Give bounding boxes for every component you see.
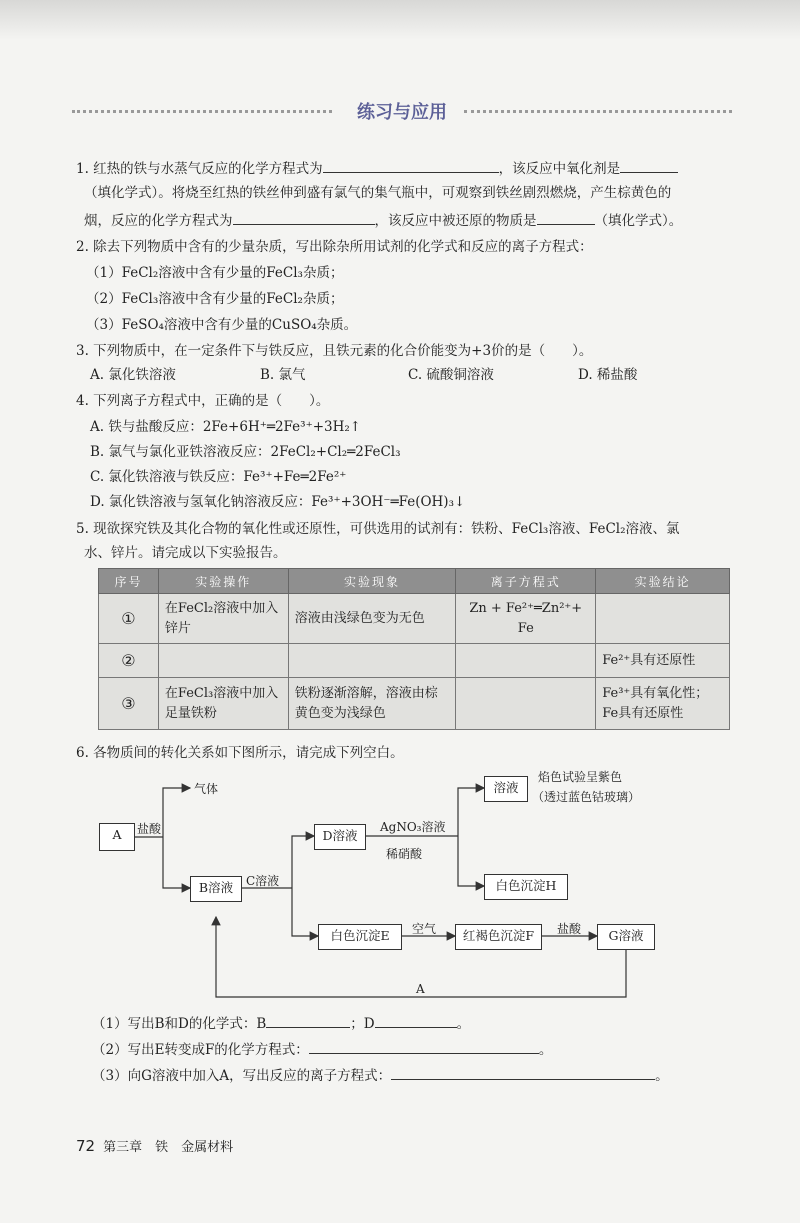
q2-item: （1）FeCl₂溶液中含有少量的FeCl₃杂质； xyxy=(86,265,344,281)
q3-option-b: B. 氯气 xyxy=(260,367,306,383)
page-top-shade xyxy=(0,0,800,40)
table-cell: Fe²⁺具有还原性 xyxy=(596,644,730,678)
q1-line2: （填化学式）。将烧至红热的铁丝伸到盛有氯气的集气瓶中，可观察到铁丝剧烈燃烧，产生棕黄色的 xyxy=(84,185,672,201)
q6-sub1: （1）写出B和D的化学式：B ；D 。 xyxy=(92,1013,470,1033)
section-title: 练习与应用 xyxy=(357,102,447,123)
precipitate-f-box: 红褐色沉淀F xyxy=(455,924,542,950)
c-solution-label: C溶液 xyxy=(246,874,280,888)
return-a-label: A xyxy=(416,982,425,996)
table-cell xyxy=(288,644,456,678)
page-footer xyxy=(76,1136,233,1155)
q4-option-d: D. 氯化铁溶液与氢氧化钠溶液反应：Fe³⁺+3OH⁻═Fe(OH)₃↓ xyxy=(90,494,466,510)
substance-a-box: A xyxy=(99,823,135,851)
q6-sub2: （2）写出E转变成F的化学方程式： 。 xyxy=(92,1039,552,1059)
table-row xyxy=(99,594,730,644)
agno3-label: AgNO₃溶液 xyxy=(380,820,446,834)
q2-item: （3）FeSO₄溶液中含有少量的CuSO₄杂质。 xyxy=(86,317,358,333)
q3-stem: 3. 下列物质中，在一定条件下与铁反应，且铁元素的化合价能变为+3价的是（ ）。 xyxy=(76,343,593,359)
table-cell xyxy=(456,644,596,678)
table-row xyxy=(99,644,730,678)
solution-g-box: G溶液 xyxy=(597,924,655,950)
table-cell: 在FeCl₃溶液中加入足量铁粉 xyxy=(158,678,288,730)
table-cell: Fe³⁺具有氧化性；Fe具有还原性 xyxy=(596,678,730,730)
hno3-label: 稀硝酸 xyxy=(386,847,423,861)
q2-item: （2）FeCl₃溶液中含有少量的FeCl₂杂质； xyxy=(86,291,344,307)
column-header: 离子方程式 xyxy=(456,569,596,594)
table-cell: Zn + Fe²⁺═Zn²⁺+ Fe xyxy=(456,594,596,644)
q1-line1: 1. 红热的铁与水蒸气反应的化学方程式为 ，该反应中氧化剂是 xyxy=(76,158,678,178)
q4-option-a: A. 铁与盐酸反应：2Fe+6H⁺═2Fe³⁺+3H₂↑ xyxy=(90,419,362,435)
q5-line1: 5. 现欲探究铁及其化合物的氧化性或还原性，可供选用的试剂有：铁粉、FeCl₃溶液、FeCl₂溶液、氯 xyxy=(76,521,680,537)
experiment-report-table xyxy=(98,568,730,730)
column-header: 实验结论 xyxy=(596,569,730,594)
section-header xyxy=(72,98,732,126)
table-cell xyxy=(596,594,730,644)
column-header: 实验现象 xyxy=(288,569,456,594)
q3-option-c: C. 硫酸铜溶液 xyxy=(408,367,494,383)
solution-box: 溶液 xyxy=(484,776,528,802)
table-header-row xyxy=(99,569,730,594)
q5-line2: 水、锌片。请完成以下实验报告。 xyxy=(84,545,287,561)
q3-option-d: D. 稀盐酸 xyxy=(578,367,638,383)
substance-b-box: B溶液 xyxy=(190,876,242,902)
hcl-label: 盐酸 xyxy=(137,822,162,836)
column-header: 实验操作 xyxy=(158,569,288,594)
table-cell: ③ xyxy=(99,678,159,730)
page-number: 72 xyxy=(76,1137,96,1155)
q3-option-a: A. 氯化铁溶液 xyxy=(90,367,176,383)
q4-option-b: B. 氯气与氯化亚铁溶液反应：2FeCl₂+Cl₂═2FeCl₃ xyxy=(90,444,401,460)
flame-test-label: 焰色试验呈紫色 xyxy=(538,770,623,784)
table-cell: ② xyxy=(99,644,159,678)
table-cell: ① xyxy=(99,594,159,644)
header-dots-left xyxy=(72,110,332,113)
q2-stem: 2. 除去下列物质中含有的少量杂质，写出除杂所用试剂的化学式和反应的离子方程式： xyxy=(76,239,593,255)
q4-option-c: C. 氯化铁溶液与铁反应：Fe³⁺+Fe═2Fe²⁺ xyxy=(90,469,347,485)
table-cell xyxy=(158,644,288,678)
q1-line3: 烟，反应的化学方程式为 ，该反应中被还原的物质是 （填化学式）。 xyxy=(84,210,682,230)
table-cell: 铁粉逐渐溶解，溶液由棕黄色变为浅绿色 xyxy=(288,678,456,730)
table-cell: 溶液由浅绿色变为无色 xyxy=(288,594,456,644)
precipitate-h-box: 白色沉淀H xyxy=(484,874,568,900)
precipitate-e-box: 白色沉淀E xyxy=(318,924,402,950)
air-label: 空气 xyxy=(412,922,437,936)
table-cell xyxy=(456,678,596,730)
table-cell: 在FeCl₂溶液中加入锌片 xyxy=(158,594,288,644)
header-dots-right xyxy=(464,110,732,113)
table-row xyxy=(99,678,730,730)
q6-sub3: （3）向G溶液中加入A，写出反应的离子方程式： 。 xyxy=(92,1065,669,1085)
q6-stem: 6. 各物质间的转化关系如下图所示，请完成下列空白。 xyxy=(76,745,404,761)
column-header: 序号 xyxy=(99,569,159,594)
hcl2-label: 盐酸 xyxy=(557,922,582,936)
cobalt-glass-label: （透过蓝色钴玻璃） xyxy=(532,790,641,804)
gas-label: 气体 xyxy=(194,782,219,796)
chapter-title: 第三章 铁 金属材料 xyxy=(103,1140,234,1155)
substance-d-box: D溶液 xyxy=(314,824,366,850)
q4-stem: 4. 下列离子方程式中，正确的是（ ）。 xyxy=(76,393,330,409)
